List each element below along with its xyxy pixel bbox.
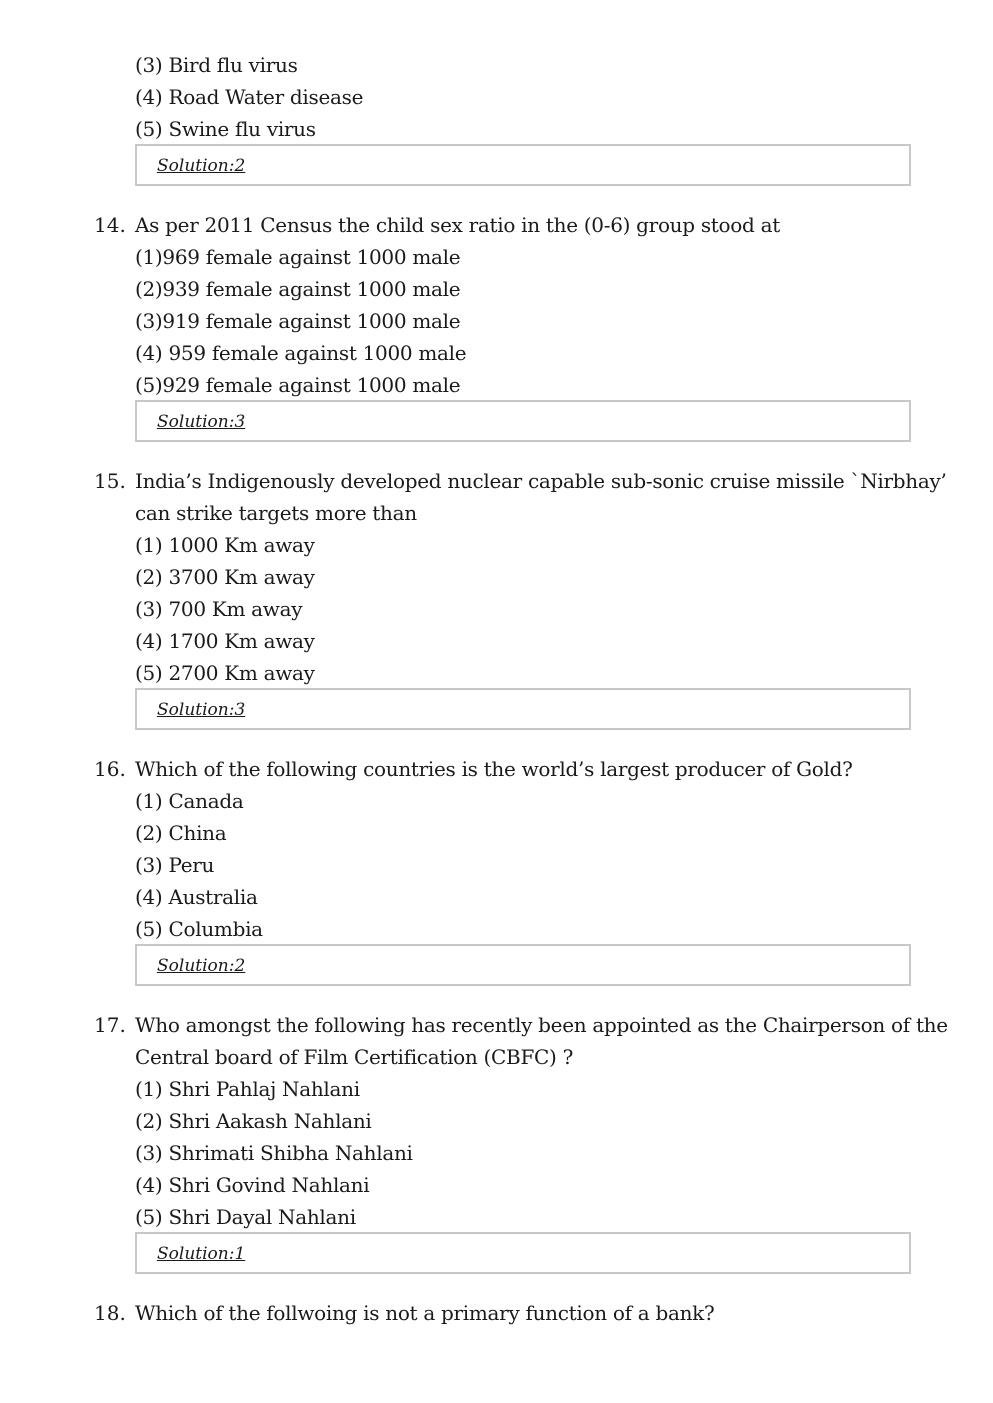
option: (1)969 female against 1000 male xyxy=(135,245,461,269)
solution-box xyxy=(135,144,911,186)
question-text: Who amongst the following has recently been appointed as the Chairperson of the xyxy=(135,1013,948,1037)
question-number: 17. xyxy=(94,1013,126,1037)
solution-box xyxy=(135,400,911,442)
option: (4) Shri Govind Nahlani xyxy=(135,1173,370,1197)
question-text: can strike targets more than xyxy=(135,501,417,525)
solution-link[interactable]: Solution:1 xyxy=(157,1244,246,1264)
option: (3) Peru xyxy=(135,853,215,877)
option: (2) 3700 Km away xyxy=(135,565,315,589)
question-text: Which of the following countries is the world’s largest producer of Gold? xyxy=(135,757,853,781)
solution-link[interactable]: Solution:3 xyxy=(157,412,246,432)
question-number: 16. xyxy=(94,757,126,781)
option: (5)929 female against 1000 male xyxy=(135,373,461,397)
option: (3) Shrimati Shibha Nahlani xyxy=(135,1141,413,1165)
solution-box xyxy=(135,1232,911,1274)
question-text: As per 2011 Census the child sex ratio in the (0-6) group stood at xyxy=(135,213,780,237)
question-number: 14. xyxy=(94,213,126,237)
solution-box xyxy=(135,944,911,986)
option: (4) 959 female against 1000 male xyxy=(135,341,467,365)
question-text: Which of the follwoing is not a primary function of a bank? xyxy=(135,1301,715,1325)
question-number: 18. xyxy=(94,1301,126,1325)
option: (1) Shri Pahlaj Nahlani xyxy=(135,1077,360,1101)
solution-link[interactable]: Solution:2 xyxy=(157,156,246,176)
option: (2) Shri Aakash Nahlani xyxy=(135,1109,372,1133)
option: (1) 1000 Km away xyxy=(135,533,315,557)
option: (5) Swine flu virus xyxy=(135,117,316,141)
solution-link[interactable]: Solution:3 xyxy=(157,700,246,720)
option: (4) 1700 Km away xyxy=(135,629,315,653)
option: (3) 700 Km away xyxy=(135,597,303,621)
option: (1) Canada xyxy=(135,789,244,813)
option: (3) Bird flu virus xyxy=(135,53,298,77)
option: (2) China xyxy=(135,821,227,845)
option: (4) Australia xyxy=(135,885,258,909)
option: (5) Shri Dayal Nahlani xyxy=(135,1205,356,1229)
option: (5) 2700 Km away xyxy=(135,661,315,685)
solution-box xyxy=(135,688,911,730)
option: (2)939 female against 1000 male xyxy=(135,277,461,301)
question-text: India’s Indigenously developed nuclear capable sub-sonic cruise missile `Nirbhay’ xyxy=(135,469,947,493)
question-number: 15. xyxy=(94,469,126,493)
option: (5) Columbia xyxy=(135,917,263,941)
question-text: Central board of Film Certification (CBFC) ? xyxy=(135,1045,574,1069)
solution-link[interactable]: Solution:2 xyxy=(157,956,246,976)
option: (4) Road Water disease xyxy=(135,85,364,109)
option: (3)919 female against 1000 male xyxy=(135,309,461,333)
